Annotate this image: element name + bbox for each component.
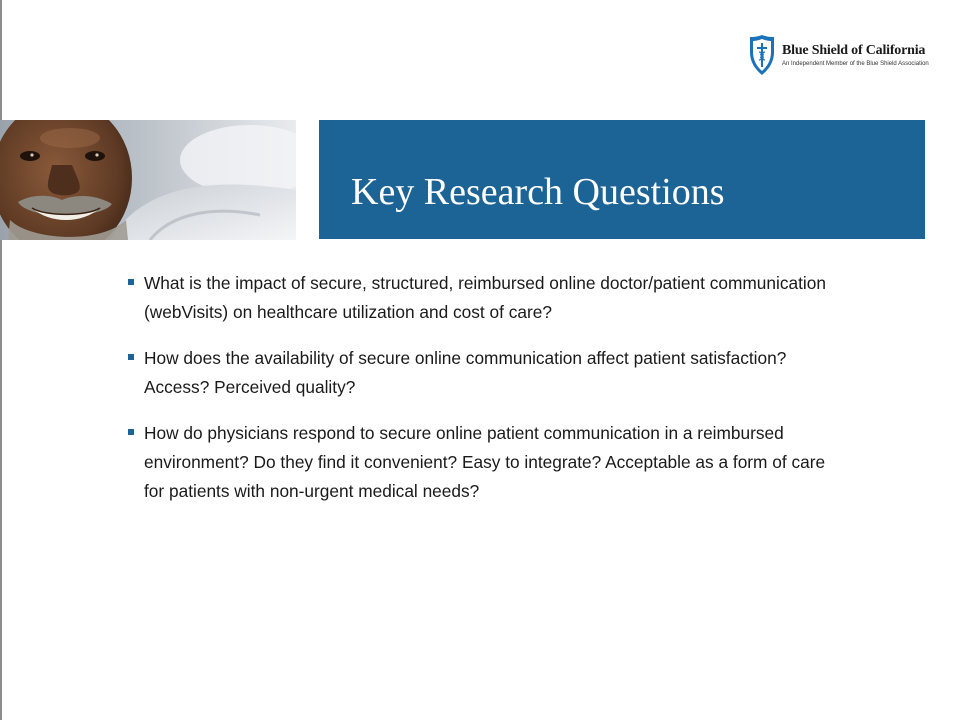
square-bullet-icon (128, 279, 134, 285)
list-item (124, 344, 844, 402)
bullet-text: What is the impact of secure, structured, reimbursed online doctor/patient communication (webVisits) on healthcare utilization and cost of care? (144, 273, 826, 322)
bullet-text: How does the availability of secure online communication affect patient satisfaction? Access? Perceived quality? (144, 348, 787, 397)
left-border-rule (0, 0, 2, 720)
page-title: Key Research Questions (351, 171, 725, 213)
square-bullet-icon (128, 429, 134, 435)
company-logo (748, 34, 938, 78)
title-banner (319, 120, 925, 239)
list-item (124, 419, 844, 506)
man-portrait-photo (0, 120, 296, 240)
logo-tagline: An Independent Member of the Blue Shield Association (782, 61, 929, 67)
list-item (124, 269, 844, 327)
bullet-text: How do physicians respond to secure online patient communication in a reimbursed environment? Do they find it convenient? Easy to integrate? Acceptable as a form of care for patients with non-urgent medical needs? (144, 423, 826, 501)
blue-shield-caduceus-icon (748, 34, 776, 76)
bullet-list (124, 269, 844, 523)
square-bullet-icon (128, 354, 134, 360)
logo-name: Blue Shield of California (782, 43, 926, 58)
